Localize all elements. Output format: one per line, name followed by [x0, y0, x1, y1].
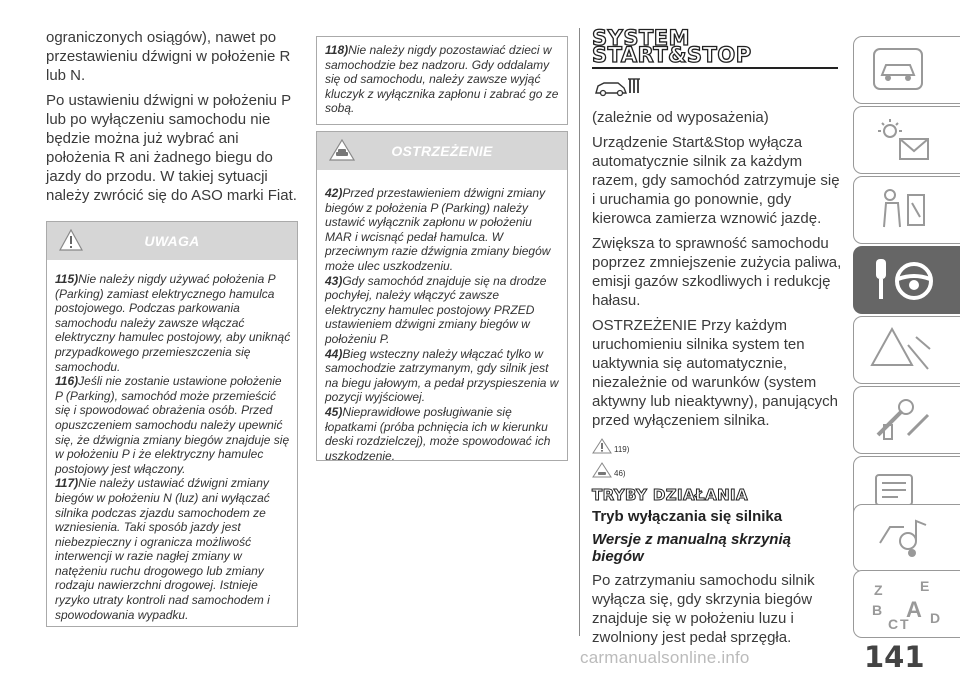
- svg-text:C: C: [888, 616, 899, 631]
- tab-maintenance[interactable]: [853, 386, 960, 454]
- tab-emergency[interactable]: [853, 316, 960, 384]
- note-continuation: 118)Nie należy nigdy pozostawiać dzieci w samochodzie bez nadzoru. Gdy oddalamy się od samochodu, należy zawsze wyjąć kluczyk z wyłącznika zapłonu i zabrać go ze sobą.: [316, 36, 568, 125]
- tab-safety[interactable]: [853, 176, 960, 244]
- ostrzezenie-box: [316, 131, 568, 461]
- uwaga-body: [47, 260, 297, 630]
- index-icon: [868, 579, 948, 631]
- note-item: 115)Nie należy nigdy używać położenia P (Parking) zamiast elektrycznego hamulca postojowego. Podczas parkowania samochodu należy zawsze włączać elektryczny hamulec postojowy, aby uniknąć przypadkowego przemieszczenia się samochodu.: [55, 272, 291, 374]
- tab-dashboard-lights[interactable]: [853, 106, 960, 174]
- safety-icon: [868, 185, 938, 235]
- svg-text:B: B: [872, 602, 883, 618]
- tab-multimedia[interactable]: [853, 504, 960, 572]
- uwaga-header: [47, 222, 297, 260]
- svg-text:Z: Z: [874, 582, 883, 598]
- subheading: Tryb wyłączania się silnika: [592, 508, 783, 525]
- paragraph: Po ustawieniu dźwigni w położeniu P lub po wyłączeniu samochodu nie będzie można już wybrać ani położenia R ani żadnego biegu do jazdy do przodu. W takiej sytuacji należy zwrócić się do ASO marki Fiat.: [46, 92, 297, 204]
- column-right: [592, 26, 842, 647]
- paragraph: Zwiększa to sprawność samochodu poprzez zmniejszenie zużycia paliwa, emisji gazów szkodliwych i redukcję hałasu.: [592, 235, 842, 309]
- tab-index[interactable]: [853, 570, 960, 638]
- caution-reference: 46): [592, 460, 842, 478]
- warning-reference: 119): [592, 436, 842, 454]
- svg-text:E: E: [920, 579, 930, 594]
- note-item: 45)Nieprawidłowe posługiwanie się łopatkami (próba pchnięcia ich w kierunku deski rozdzielczej), może spowodować ich uszkodzenie.: [325, 404, 551, 463]
- section-title: SYSTEM START&STOP: [592, 26, 752, 67]
- availability-note: (zależnie od wyposażenia): [592, 109, 769, 126]
- ostrzezenie-title: OSTRZEŻENIE: [391, 143, 493, 159]
- column-middle: [316, 36, 568, 125]
- paragraph: Po zatrzymaniu samochodu silnik wyłącza się, gdy skrzynia biegów znajduje się w położeniu luzu i zwolniony jest pedał sprzęgła.: [592, 572, 815, 646]
- svg-text:A: A: [906, 597, 922, 622]
- subsection-title: TRYBY DZIAŁANIA: [592, 486, 749, 504]
- title-underline: [592, 67, 838, 69]
- tools-icon: [868, 395, 938, 445]
- car-icon: [868, 45, 938, 95]
- paragraph: Urządzenie Start&Stop wyłącza automatycznie silnik za każdym razem, gdy samochód zatrzymuje się i uruchamia go ponownie, gdy kierowca zamierza wznowić jazdę.: [592, 134, 840, 227]
- dashboard-lights-icon: [868, 115, 938, 165]
- ostrzezenie-body: [317, 170, 567, 471]
- tab-car[interactable]: [853, 36, 960, 104]
- paragraph: ograniczonych osiągów), nawet po przestawieniu dźwigni w położenie R lub N.: [46, 29, 291, 84]
- multimedia-icon: [868, 513, 938, 563]
- column-left: [46, 28, 298, 211]
- uwaga-title: UWAGA: [144, 233, 200, 249]
- note-item: 44)Bieg wsteczny należy włączać tylko w samochodzie zatrzymanym, gdy silnik jest na biegu jałowym, a pedał przyspieszenia w pozycji wyjściowej.: [325, 346, 559, 405]
- note-item: 117)Nie należy ustawiać dźwigni zmiany biegów w położeniu N (luz) ani wyłączać silnika podczas zjazdu samochodem ze wzniesienia. Taki sposób jazdy jest niebezpieczny i ogranicza możliwość interwencji w razie nagłej zmiany w natężeniu ruchu drogowego lub zmiany rodzaju nawierzchni drogowej. Istnieje ryzyko utraty kontroli nad samochodem i spowodowania wypadku.: [55, 476, 270, 622]
- note-item: 42)Przed przestawieniem dźwigni zmiany biegów z położenia P (Parking) należy ustawić wyłącznik zapłonu w położeniu MAR i wcisnąć pedał hamulca. W przeciwnym razie dźwignia zmiany biegów może ulec uszkodzeniu.: [325, 186, 551, 273]
- car-warning-icon: [592, 462, 612, 478]
- paragraph: OSTRZEŻENIE Przy każdym uruchomieniu silnika system ten uaktywnia się automatycznie, niezależnie od warunków (system aktywny lub nieaktywny), panujących przed wyłączeniem silnika.: [592, 317, 838, 429]
- uwaga-box: [46, 221, 298, 627]
- note-item: 116)Jeśli nie zostanie ustawione położenie P (Parking), samochód może przemieścić się i spowodować obrażenia osób. Przed opuszczeniem samochodu należy upewnić się, że dźwignia zmiany biegów znajduje się w położeniu P i że elektryczny hamulec postojowy jest włączony.: [55, 374, 290, 476]
- column-divider: [579, 28, 580, 636]
- svg-text:D: D: [930, 610, 941, 626]
- ostrzezenie-header: [317, 132, 567, 170]
- key-steering-wheel-icon: [868, 255, 938, 305]
- car-equipment-icon: [592, 75, 642, 97]
- warning-triangle-icon: [592, 438, 612, 454]
- note-item: 43)Gdy samochód znajduje się na drodze pochyłej, należy włączyć zawsze elektryczny hamulec postojowy PRZED ustawieniem dźwigni zmiany biegów w położeniu P.: [325, 273, 547, 346]
- page-number: 141: [864, 640, 925, 674]
- subheading-italic: Wersje z manualną skrzynią biegów: [592, 531, 791, 565]
- warning-road-icon: [868, 325, 938, 375]
- svg-text:T: T: [900, 616, 909, 631]
- tab-starting-driving[interactable]: [853, 246, 960, 314]
- watermark: carmanualsonline.info: [580, 648, 750, 667]
